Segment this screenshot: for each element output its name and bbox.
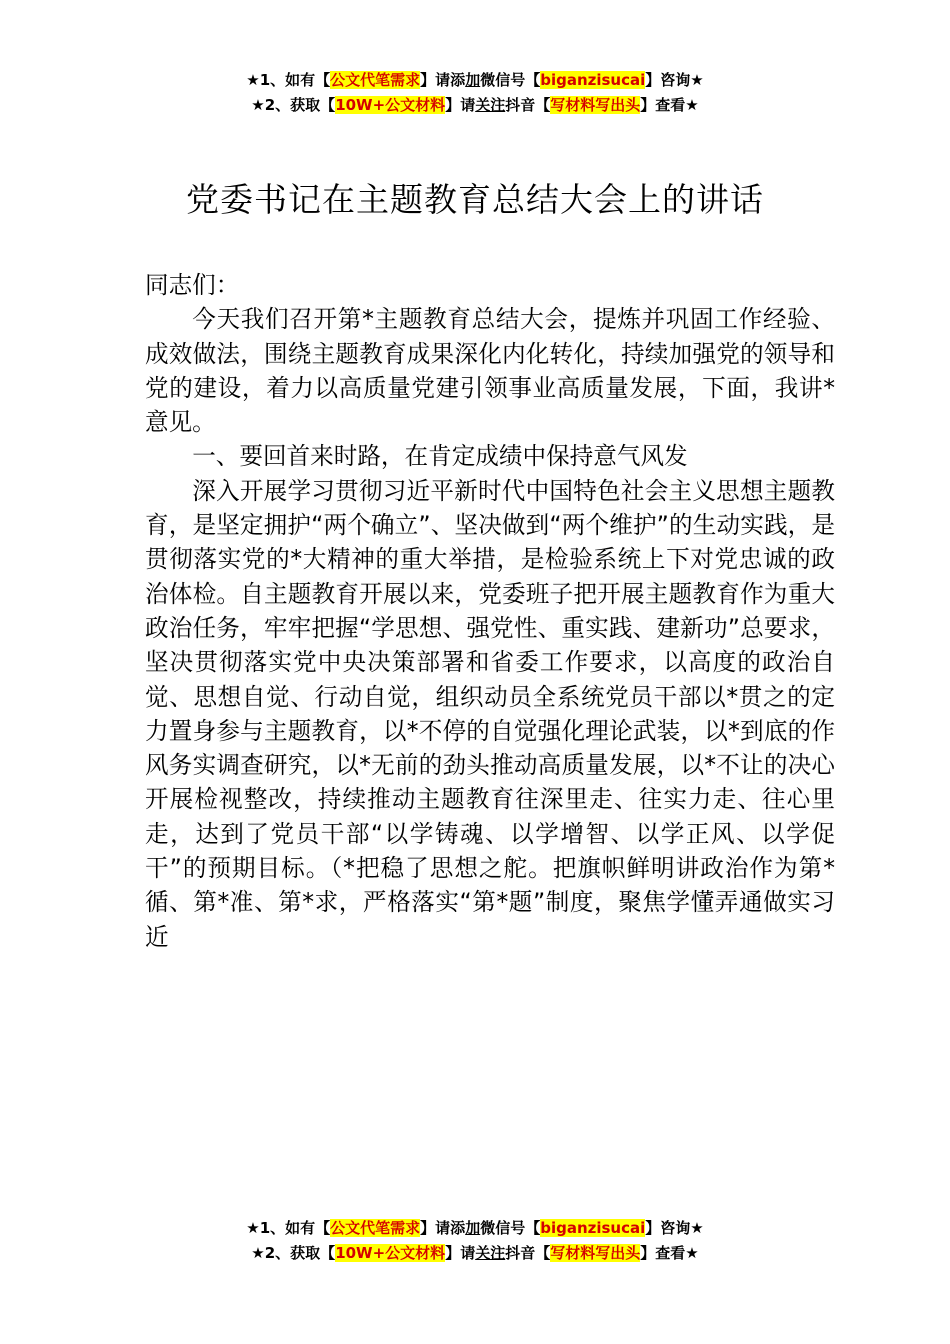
paragraph: 深入开展学习贯彻习近平新时代中国特色社会主义思想主题教育，是坚定拥护“两个确立”、坚决做到“两个维护”的生动实践，是贯彻落实党的*大精神的重大举措，是检验系统上下对党忠诚的政治体检。自主题教育开展以来，党委班子把开展主题教育作为重大政治任务，牢牢把握“学思想、强党性、重实践、建新功”总要求，坚决贯彻落实党中央决策部署和省委工作要求，以高度的政治自觉、思想自觉、行动自觉，组织动员全系统党员干部以*贯之的定力置身参与主题教育，以*不停的自觉强化理论武装，以*到底的作风务实调查研究，以*无前的劲头推动高质量发展，以*不让的决心开展检视整改，持续推动主题教育往深里走、往实力走、往心里走，达到了党员干部“以学铸魂、以学增智、以学正风、以学促干”的预期目标。（*把稳了思想之舵。把旗帜鲜明讲政治作为第*循、第*准、第*求，严格落实“第*题”制度，聚焦学懂弄通做实习近 [145,476,835,951]
banner-line-1: ★1、如有【公文代笔需求】请添加微信号【biganzisucai】咨询★ [246,71,704,89]
highlight-text: 公文代笔需求 [330,1219,421,1237]
paragraph: 今天我们召开第*主题教育总结大会，提炼并巩固工作经验、成效做法，围绕主题教育成果深化内化转化，持续加强党的领导和党的建设，着力以高质量党建引领事业高质量发展，下面，我讲*意见。 [145,305,835,437]
highlight-text: 10W+公文材料 [335,96,446,114]
wechat-id: biganzisucai [540,1219,646,1237]
douyin-id: 写材料写出头 [550,1244,641,1262]
banner-line-1: ★1、如有【公文代笔需求】请添加微信号【biganzisucai】咨询★ [246,1219,704,1237]
wechat-id: biganzisucai [540,71,646,89]
highlight-text: 10W+公文材料 [335,1244,446,1262]
banner-line-2: ★2、获取【10W+公文材料】请关注抖音【写材料写出头】查看★ [251,1244,699,1262]
douyin-id: 写材料写出头 [550,96,641,114]
salutation: 同志们： [145,271,240,299]
document-title: 党委书记在主题教育总结大会上的讲话 [186,180,764,219]
footer-banner [0,1216,950,1266]
header-banner [0,68,950,118]
document-body [145,268,835,954]
section-heading: 一、要回首来时路，在肯定成绩中保持意气风发 [192,442,688,471]
banner-line-2: ★2、获取【10W+公文材料】请关注抖音【写材料写出头】查看★ [251,96,699,114]
highlight-text: 公文代笔需求 [330,71,421,89]
